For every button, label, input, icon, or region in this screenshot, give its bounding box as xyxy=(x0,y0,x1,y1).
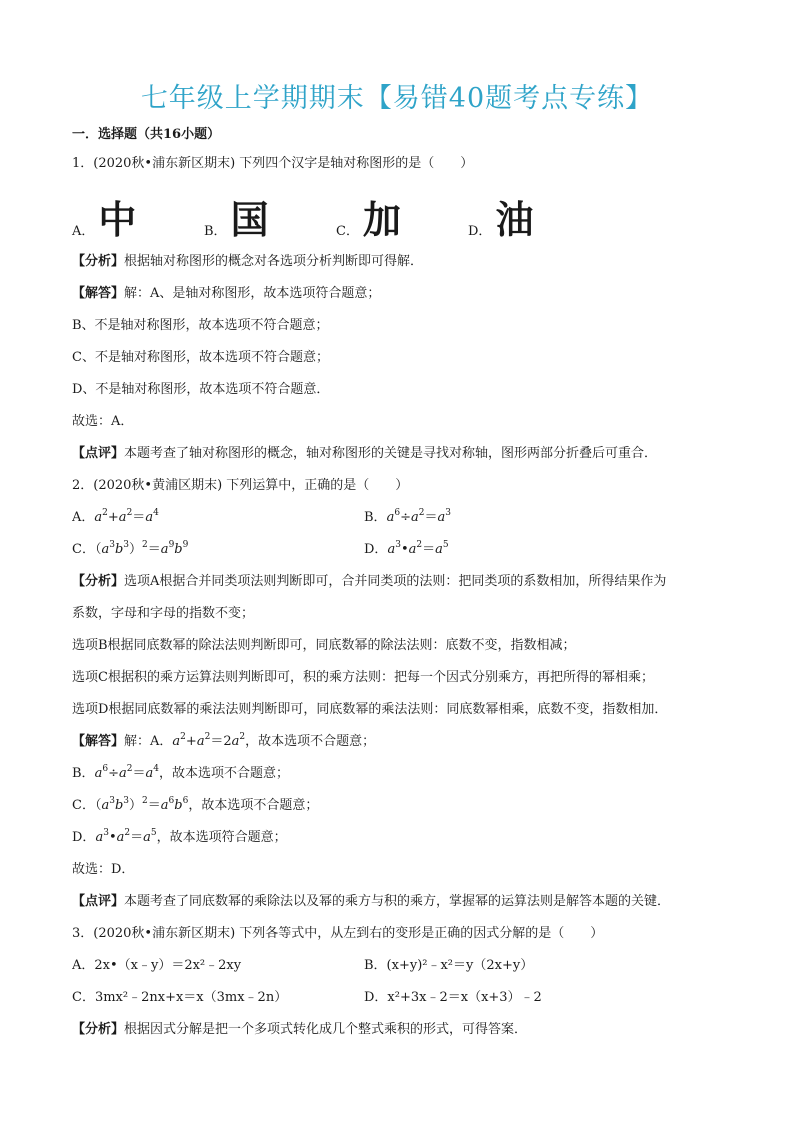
q1-answer-2: B、不是轴对称图形，故本选项不符合题意； xyxy=(72,318,329,333)
q1-option-d-label: D． xyxy=(468,224,492,239)
q3-option-b: B．(x+y)²﹣x²＝y（2x+y） xyxy=(364,958,534,973)
q2-stem: 2．(2020秋•黄浦区期末) 下列运算中，正确的是（ ） xyxy=(72,478,409,493)
comment-tag: 【点评】 xyxy=(72,446,125,461)
q1-answer-1 xyxy=(72,278,732,310)
q3-option-a: A．2x•（x﹣y）＝2x²﹣2xy xyxy=(72,958,242,973)
q1-answer-1-text: 解：A、是轴对称图形，故本选项符合题意； xyxy=(124,286,381,301)
q1-answer-4: D、不是轴对称图形，故本选项不符合题意． xyxy=(72,382,330,397)
q1-option-b-char: 国 xyxy=(230,198,269,242)
q1-comment-text: 本题考查了轴对称图形的概念，轴对称图形的关键是寻找对称轴，图形两部分折叠后可重合． xyxy=(124,446,658,461)
q2-option-b-label: B． xyxy=(364,510,387,525)
q3-option-c: C．3mx²﹣2nx+x＝x（3mx﹣2n） xyxy=(72,990,288,1005)
analysis-tag: 【分析】 xyxy=(72,254,125,269)
q1-option-b xyxy=(204,198,336,242)
q1-option-a xyxy=(72,198,204,242)
q3-options-row-2 xyxy=(72,982,732,1014)
q1-stem: 1．(2020秋•浦东新区期末) 下列四个汉字是轴对称图形的是（ ） xyxy=(72,156,474,171)
q2-option-a-label: A． xyxy=(72,510,95,525)
q3-analysis xyxy=(72,1014,732,1046)
q2-answer-c: C．$(a^3b^3)^2=a^6b^6$，故本选项不合题意； xyxy=(72,796,319,813)
q3-stem: 3．(2020秋•浦东新区期末) 下列各等式中，从左到右的变形是正确的因式分解的是（ ） xyxy=(72,926,604,941)
q2-answer-a: 【解答】解：A．$a^2+a^2=2a^2$，故本选项不合题意； xyxy=(72,732,376,749)
page-title: 七年级上学期期末【易错40题考点专练】 xyxy=(140,83,654,114)
q2-analysis-1-text: 选项A根据合并同类项法则判断即可，合并同类项的法则：把同类项的系数相加，所得结果作为 xyxy=(124,574,667,589)
q1-option-b-label: B． xyxy=(204,224,227,239)
q2-option-c-label: C． xyxy=(72,542,95,557)
q1-comment xyxy=(72,438,732,470)
q1-choose: 故选：A． xyxy=(72,414,134,429)
q2-analysis-3: 选项B根据同底数幂的除法法则判断即可，同底数幂的除法法则：底数不变，指数相减； xyxy=(72,638,576,653)
document-body xyxy=(72,122,732,1046)
q2-answer-d-text: ，故本选项符合题意； xyxy=(156,830,287,845)
q2-analysis-1 xyxy=(72,566,732,598)
q3-option-d: D．x²+3x﹣2＝x（x+3）﹣2 xyxy=(364,990,542,1005)
q2-analysis-5: 选项D根据同底数幂的乘法法则判断即可，同底数幂的乘法法则：同底数幂相乘，底数不变，指数相加． xyxy=(72,702,668,717)
analysis-tag: 【分析】 xyxy=(72,574,125,589)
q2-answer-a-text: ，故本选项不合题意； xyxy=(245,734,376,749)
q3-options-row-1 xyxy=(72,950,732,982)
q2-option-d: D．$a^3•a^2=a^5$ xyxy=(364,540,449,557)
q2-analysis-2: 系数，字母和字母的指数不变； xyxy=(72,606,255,621)
answer-tag: 【解答】 xyxy=(72,734,125,749)
q1-analysis xyxy=(72,246,732,278)
answer-tag: 【解答】 xyxy=(72,286,125,301)
q2-answer-b-text: ，故本选项不合题意； xyxy=(158,766,289,781)
q1-option-d xyxy=(468,198,600,242)
q1-option-a-char: 中 xyxy=(98,198,137,242)
q2-comment-text: 本题考查了同底数幂的乘除法以及幂的乘方与积的乘方，掌握幂的运算法则是解答本题的关键． xyxy=(124,894,671,909)
q2-analysis-4: 选项C根据积的乘方运算法则判断即可，积的乘方法则：把每一个因式分别乘方，再把所得的幂相乘； xyxy=(72,670,654,685)
q2-option-c: C．$(a^3b^3)^2=a^9b^9$ xyxy=(72,540,189,557)
q2-options-row-2 xyxy=(72,534,732,566)
q1-analysis-text: 根据轴对称图形的概念对各选项分析判断即可得解． xyxy=(124,254,424,269)
q1-option-d-char: 油 xyxy=(495,198,534,242)
q3-analysis-text: 根据因式分解是把一个多项式转化成几个整式乘积的形式，可得答案． xyxy=(124,1022,528,1037)
q2-option-a: A．$a^2+a^2=a^4$ xyxy=(72,508,159,525)
q1-options xyxy=(72,180,732,246)
q2-answer-c-text: ，故本选项不合题意； xyxy=(188,798,319,813)
section-heading: 一．选择题（共16小题） xyxy=(72,127,221,142)
q2-choose: 故选：D． xyxy=(72,862,135,877)
q1-option-c xyxy=(336,198,468,242)
q1-option-a-label: A． xyxy=(72,224,95,239)
q2-option-b: B．$a^6\div a^2=a^3$ xyxy=(364,508,451,525)
analysis-tag: 【分析】 xyxy=(72,1022,125,1037)
q2-options-row-1 xyxy=(72,502,732,534)
comment-tag: 【点评】 xyxy=(72,894,125,909)
q2-answer-b: B．$a^6\div a^2=a^4$，故本选项不合题意； xyxy=(72,764,289,781)
q1-option-c-label: C． xyxy=(336,224,359,239)
q1-option-c-char: 加 xyxy=(362,198,401,242)
q2-comment xyxy=(72,886,732,918)
q2-option-d-label: D． xyxy=(364,542,388,557)
q2-answer-d: D．$a^3•a^2=a^5$，故本选项符合题意； xyxy=(72,828,287,845)
q1-answer-3: C、不是轴对称图形，故本选项不符合题意； xyxy=(72,350,329,365)
